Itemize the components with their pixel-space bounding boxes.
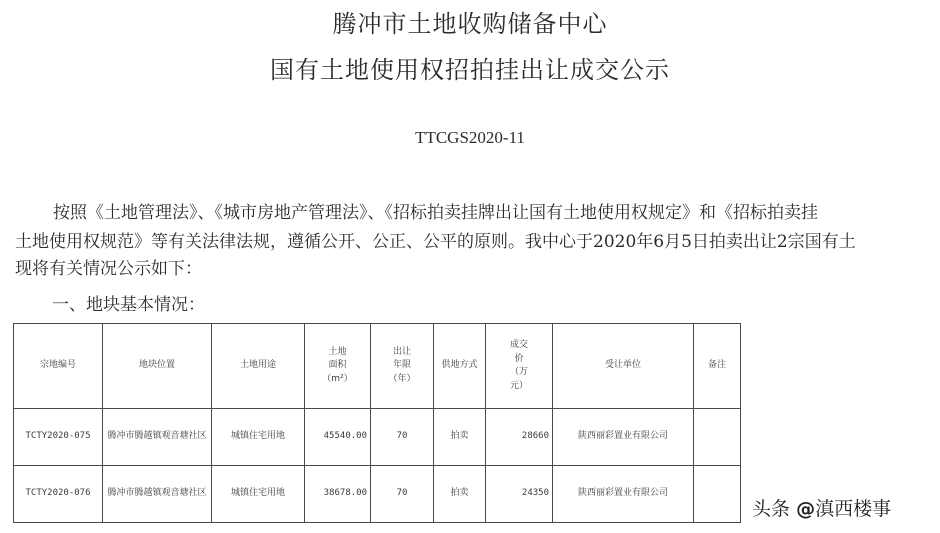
source-watermark (752, 494, 891, 521)
header-area-line-2: 面积 (328, 360, 347, 371)
header-area-line-1: 土地 (328, 346, 347, 357)
cell-supply-method: 拍卖 (434, 409, 486, 466)
header-price (486, 324, 553, 409)
cell-grantee: 陕西丽彩置业有限公司 (553, 409, 694, 466)
body-paragraph-line-2: 土地使用权规范》等有关法律法规，遵循公开、公正、公平的原则。我中心于2020年6月5日拍卖出让2宗国有土 (15, 232, 856, 252)
header-remark: 备注 (694, 324, 741, 409)
watermark-at-sign: @ (796, 498, 816, 520)
cell-supply-method: 拍卖 (434, 466, 486, 523)
cell-land-use: 城镇住宅用地 (212, 466, 305, 523)
cell-remark (694, 466, 741, 523)
cell-area: 45540.00 (305, 409, 371, 466)
body-paragraph-line-3: 现将有关情况公示如下： (15, 259, 202, 279)
cell-location: 腾冲市腾越镇观音塘社区 (103, 466, 212, 523)
cell-term: 70 (371, 409, 434, 466)
document-title: 国有土地使用权招拍挂出让成交公示 (270, 56, 670, 84)
cell-price: 28660 (486, 409, 553, 466)
watermark-account: 滇西楼事 (815, 498, 892, 520)
organization-title: 腾冲市土地收购储备中心 (332, 10, 608, 38)
table-row (14, 409, 741, 466)
header-area-line-3: （m²） (322, 373, 353, 384)
land-parcel-table (13, 323, 741, 523)
header-price-line-2: 价 (514, 353, 524, 364)
header-term-line-3: （年） (388, 373, 416, 384)
watermark-source: 头条 (752, 498, 791, 520)
header-location: 地块位置 (103, 324, 212, 409)
header-parcel-no: 宗地编号 (14, 324, 103, 409)
header-price-line-1: 成交 (509, 340, 528, 350)
cell-land-use: 城镇住宅用地 (212, 409, 305, 466)
header-price-line-4: 元） (509, 380, 528, 391)
cell-remark (694, 409, 741, 466)
cell-price: 24350 (486, 466, 553, 523)
header-area (305, 324, 371, 409)
cell-parcel-no: TCTY2020-075 (14, 409, 103, 466)
cell-parcel-no: TCTY2020-076 (14, 466, 103, 523)
table-header-row (14, 324, 741, 409)
cell-location: 腾冲市腾越镇观音塘社区 (103, 409, 212, 466)
header-term (371, 324, 434, 409)
section-heading: 一、地块基本情况： (52, 295, 205, 315)
body-paragraph-line-1: 按照《土地管理法》、《城市房地产管理法》、《招标拍卖挂牌出让国有土地使用权规定》和《招标拍卖挂 (53, 203, 818, 223)
header-price-line-3: （万 (509, 367, 528, 377)
header-supply-method: 供地方式 (434, 324, 486, 409)
cell-area: 38678.00 (305, 466, 371, 523)
cell-grantee: 陕西丽彩置业有限公司 (553, 466, 694, 523)
header-term-line-1: 出让 (392, 346, 411, 357)
table-row (14, 466, 741, 523)
header-grantee: 受让单位 (553, 324, 694, 409)
header-land-use: 土地用途 (212, 324, 305, 409)
header-term-line-2: 年限 (392, 360, 411, 371)
document-code: TTCGS2020-11 (415, 128, 525, 147)
cell-term: 70 (371, 466, 434, 523)
